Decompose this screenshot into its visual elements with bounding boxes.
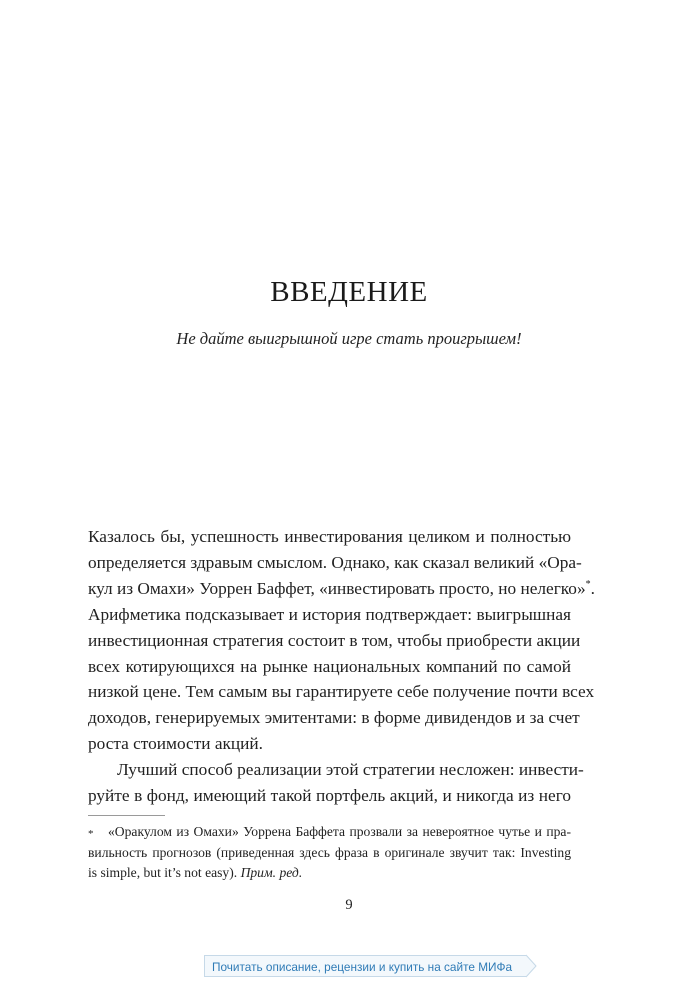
- text-line: инвестиционная стратегия состоит в том, чтобы приобрести акции: [88, 630, 581, 650]
- chapter-title: ВВЕДЕНИЕ: [270, 276, 428, 308]
- sentence-end: .: [590, 578, 595, 598]
- epigraph: Не дайте выигрышной игре стать проигрышем!: [176, 329, 522, 348]
- paragraph-1: [88, 524, 595, 757]
- footnote-divider: [88, 815, 165, 816]
- page-number: 9: [345, 897, 353, 913]
- myth-store-link-label: Почитать описание, рецензии и купить на сайте МИФа: [212, 960, 513, 974]
- text-line: доходов, генерируемых эмитентами: в форме дивидендов и за счет: [88, 708, 580, 728]
- body-text: [88, 524, 595, 809]
- footnote-marker: *: [88, 828, 94, 840]
- text-line-with-footnote: [88, 576, 595, 602]
- footnote: [88, 822, 571, 884]
- text-line: Арифметика подсказывает и история подтверждает: выигрышная: [88, 604, 571, 624]
- text-line: Казалось бы, успешность инвестирования целиком и полностью: [88, 527, 571, 546]
- footnote-text: «Оракулом из Омахи» Уоррена Баффета прозвали за невероятное чутье и пра-: [108, 824, 571, 839]
- footnote-reference[interactable]: *: [585, 579, 591, 591]
- paragraph-2: [88, 757, 584, 809]
- footnote-line: [88, 822, 571, 843]
- text-line: определяется здравым смыслом. Однако, как сказал великий «Ора-: [88, 552, 582, 572]
- myth-store-link[interactable]: [204, 955, 526, 977]
- text-line: кул из Омахи» Уоррен Баффет, «инвестировать просто, но нелегко»: [88, 578, 586, 598]
- link-arrow-icon: [526, 955, 536, 977]
- text-line: руйте в фонд, имеющий такой портфель акций, и никогда из него: [88, 786, 571, 806]
- text-line: роста стоимости акций.: [88, 734, 263, 754]
- text-line: всех котирующихся на рынке национальных компаний по самой: [88, 656, 571, 676]
- footnote-line: вильность прогнозов (приведенная здесь фраза в оригинале звучит так: Investing: [88, 844, 571, 860]
- text-line: Лучший способ реализации этой стратегии несложен: инвести-: [117, 760, 584, 780]
- footnote-line-last: [88, 863, 571, 884]
- editor-note: Прим. ред.: [240, 865, 303, 880]
- footnote-text: is simple, but it’s not easy).: [88, 865, 238, 880]
- text-line: низкой цене. Тем самым вы гарантируете себе получение почти всех: [88, 682, 595, 702]
